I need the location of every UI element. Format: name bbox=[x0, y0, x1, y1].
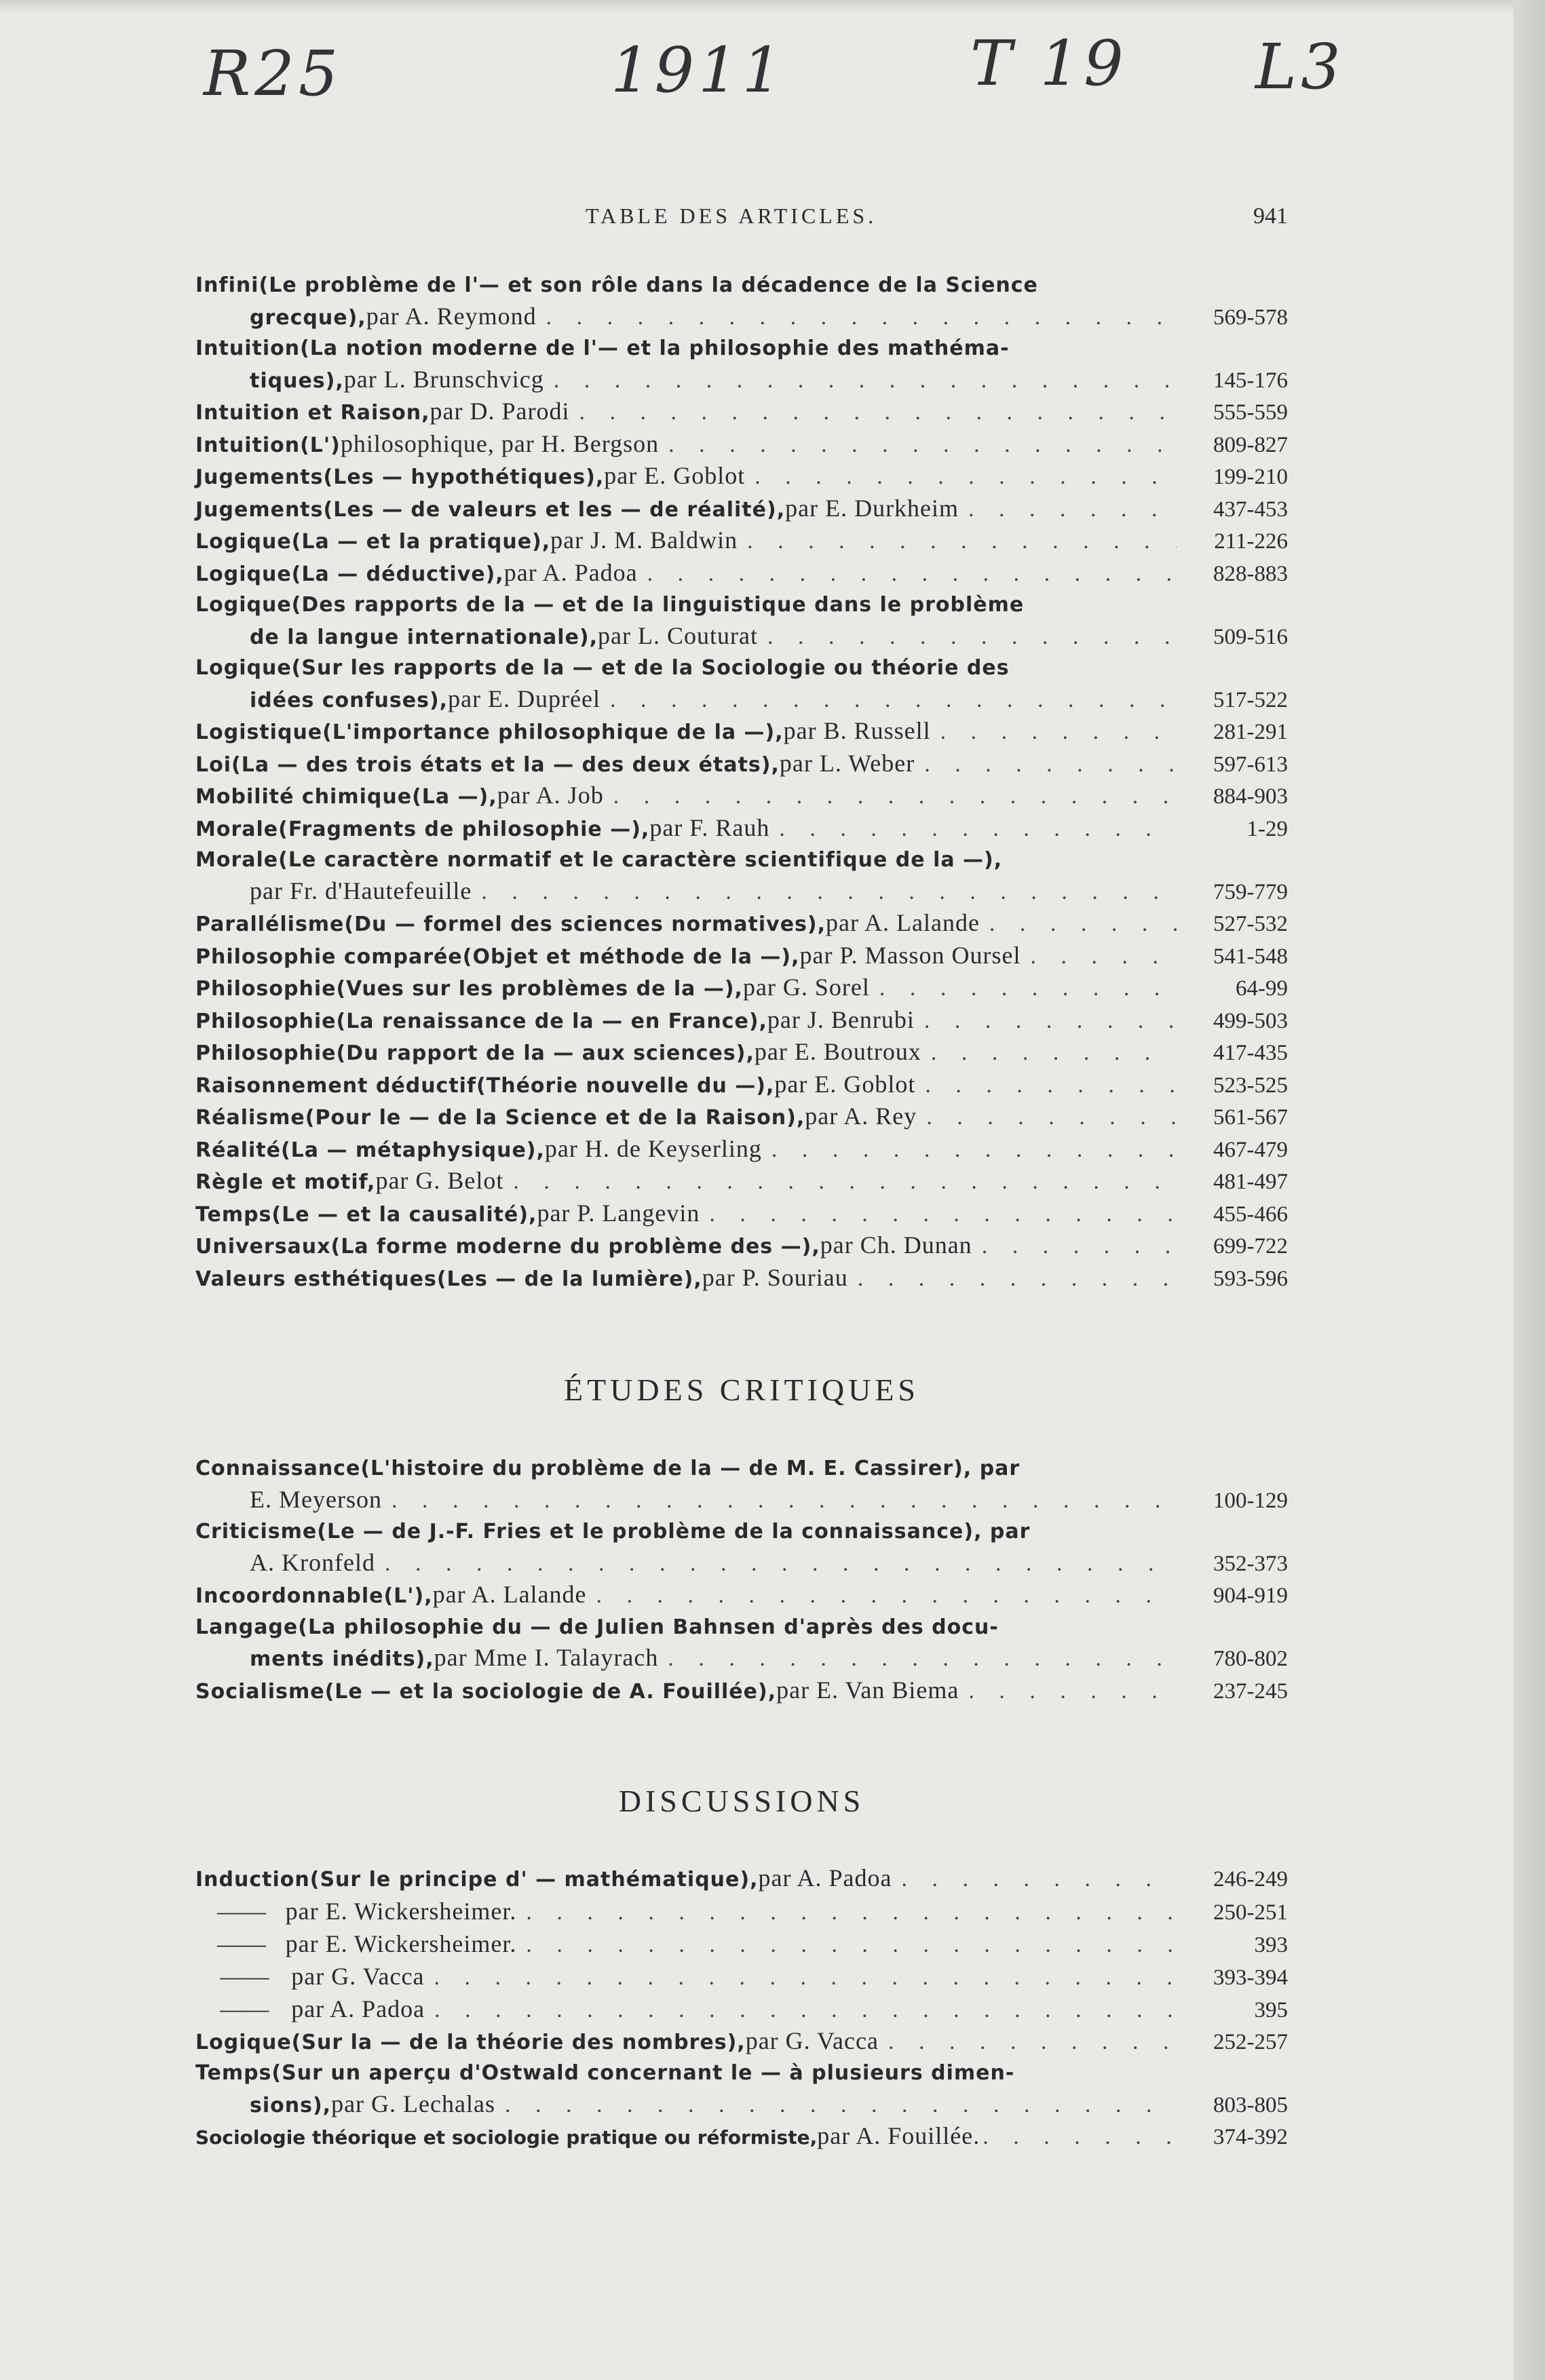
entry-keyword: Réalisme bbox=[195, 1106, 305, 1130]
dot-leader bbox=[982, 1231, 1177, 1262]
entry-description: (Le — et la sociologie de A. Fouillée), bbox=[324, 1679, 777, 1704]
list-item bbox=[195, 1961, 1288, 1993]
list-item bbox=[195, 1453, 1288, 1516]
entry-keyword: Morale bbox=[195, 817, 279, 841]
entry-author: philosophique, par H. Bergson bbox=[340, 429, 660, 457]
entry-author: par A. Rey bbox=[805, 1102, 917, 1130]
entry-author: E. Meyerson bbox=[250, 1485, 382, 1513]
entry-description: (L'histoire du problème de la — de M. E. Cassirer), par bbox=[360, 1457, 1021, 1480]
entry-keyword: Raisonnement déductif bbox=[195, 1073, 477, 1098]
entry-description: (La renaissance de la — en France), bbox=[336, 1009, 767, 1033]
list-item bbox=[195, 1579, 1288, 1612]
scan-top-shadow bbox=[0, 0, 1545, 14]
list-item bbox=[195, 1134, 1288, 1166]
entry-author: par H. de Keyserling bbox=[544, 1134, 762, 1162]
entry-description: (La — déductive), bbox=[291, 562, 504, 586]
entry-author: par A. Padoa bbox=[503, 558, 638, 586]
entry-keyword: Criticisme bbox=[195, 1520, 318, 1543]
entry-pages: 467-479 bbox=[1213, 1137, 1288, 1162]
list-item bbox=[195, 429, 1288, 461]
dot-leader bbox=[858, 1263, 1177, 1294]
entry-pages: 237-245 bbox=[1213, 1678, 1288, 1704]
entry-author: par P. Langevin bbox=[537, 1199, 700, 1227]
entry-keyword: Temps bbox=[195, 1202, 272, 1227]
entry-description: (Les — de valeurs et les — de réalité), bbox=[323, 497, 786, 522]
ditto-dash: — bbox=[216, 1930, 242, 1957]
entry-description: (Sur un aperçu d'Ostwald concernant le — à plusieurs dimen- bbox=[271, 2061, 1015, 2085]
entry-pages: 699-722 bbox=[1213, 1234, 1288, 1259]
ditto-dash: — bbox=[220, 1995, 245, 2022]
entry-author: par A. Padoa bbox=[291, 1995, 425, 2022]
entry-keyword: Sociologie théorique et sociologie pratique ou réformiste, bbox=[195, 2126, 818, 2149]
list-item bbox=[195, 333, 1288, 396]
entry-pages: 100-129 bbox=[1213, 1488, 1288, 1513]
entry-keyword: Infini bbox=[195, 273, 259, 297]
dot-leader bbox=[392, 1485, 1177, 1516]
entry-pages: 64-99 bbox=[1236, 976, 1288, 1001]
entry-description: (Des rapports de la — et de la linguistique dans le problème bbox=[291, 593, 1025, 617]
entry-pages: 437-453 bbox=[1213, 497, 1288, 522]
entry-keyword: Intuition bbox=[195, 433, 301, 457]
entry-pages: 417-435 bbox=[1213, 1041, 1288, 1065]
entry-author: par D. Parodi bbox=[430, 398, 570, 425]
entry-description-cont: tiques), bbox=[250, 368, 344, 393]
entry-pages: 455-466 bbox=[1213, 1202, 1288, 1227]
list-item bbox=[195, 716, 1288, 748]
dot-leader bbox=[610, 685, 1177, 716]
entry-author: par L. Brunschvicg bbox=[343, 365, 544, 393]
handwritten-mark-3: T 19 bbox=[970, 27, 1128, 100]
list-item bbox=[195, 1896, 1288, 1928]
handwritten-mark-4: L3 bbox=[1255, 31, 1345, 103]
entry-pages: 561-567 bbox=[1213, 1105, 1288, 1130]
entry-author: par A. Padoa bbox=[758, 1864, 892, 1892]
entry-pages: 211-226 bbox=[1214, 529, 1288, 554]
dot-leader bbox=[554, 365, 1177, 396]
list-item bbox=[195, 461, 1288, 493]
list-item bbox=[195, 940, 1288, 973]
handwritten-mark-2: 1911 bbox=[611, 34, 786, 107]
list-item bbox=[195, 972, 1288, 1005]
dot-leader bbox=[771, 1134, 1177, 1166]
entry-pages: 803-805 bbox=[1213, 2092, 1288, 2117]
entry-keyword: Jugements bbox=[195, 497, 324, 522]
entry-keyword: Philosophie bbox=[195, 1009, 337, 1033]
dot-leader bbox=[596, 1580, 1177, 1611]
entry-keyword: Loi bbox=[195, 752, 232, 777]
entry-description: (Vues sur les problèmes de la —), bbox=[336, 977, 743, 1001]
entry-keyword: Réalité bbox=[195, 1138, 281, 1162]
entry-pages: 374-392 bbox=[1213, 2125, 1288, 2149]
dot-leader bbox=[481, 877, 1177, 908]
list-item bbox=[195, 1863, 1288, 1896]
entry-pages: 569-578 bbox=[1213, 305, 1288, 330]
entry-pages: 884-903 bbox=[1213, 784, 1288, 809]
entry-description-cont: idées confuses), bbox=[250, 688, 449, 712]
list-item bbox=[195, 1005, 1288, 1037]
entry-pages: 759-779 bbox=[1213, 879, 1288, 904]
dot-leader bbox=[968, 494, 1177, 525]
entry-author: A. Kronfeld bbox=[250, 1548, 375, 1576]
entry-description: (L'importance philosophique de la —), bbox=[322, 721, 784, 744]
entry-description: (La — des trois états et la — des deux états), bbox=[231, 752, 780, 777]
dot-leader bbox=[668, 1643, 1177, 1674]
entry-author: par J. M. Baldwin bbox=[550, 526, 738, 554]
entry-author: par G. Belot bbox=[375, 1167, 504, 1194]
dot-leader bbox=[925, 1070, 1177, 1101]
entry-keyword: Logique bbox=[195, 593, 292, 617]
entry-pages: 246-249 bbox=[1213, 1867, 1288, 1892]
entry-description-cont: grecque), bbox=[250, 305, 366, 330]
list-item bbox=[195, 2121, 1288, 2153]
list-item bbox=[195, 1230, 1288, 1263]
dot-leader bbox=[901, 1864, 1177, 1895]
entry-description: (Le problème de l'— et son rôle dans la décadence de la Science bbox=[259, 273, 1038, 297]
entry-keyword: Logique bbox=[195, 656, 292, 680]
dot-leader bbox=[434, 1995, 1177, 2026]
entry-description: (La — métaphysique), bbox=[280, 1138, 545, 1162]
entry-author: par A. Lalande bbox=[432, 1581, 587, 1608]
ditto-dash: — bbox=[216, 1897, 242, 1925]
section-heading-etudes: ÉTUDES CRITIQUES bbox=[563, 1373, 920, 1407]
entry-author: par A. Reymond bbox=[366, 302, 537, 330]
dot-leader bbox=[385, 1548, 1177, 1579]
entry-pages: 1-29 bbox=[1246, 816, 1288, 841]
entry-pages: 252-257 bbox=[1213, 2029, 1288, 2054]
entry-description: (Objet et méthode de la —), bbox=[462, 944, 800, 969]
scan-page-edge bbox=[1513, 0, 1545, 2380]
dot-leader bbox=[879, 973, 1177, 1004]
list-item bbox=[195, 780, 1288, 813]
list-item bbox=[195, 653, 1288, 716]
entry-description: (Le caractère normatif et le caractère scientifique de la —), bbox=[278, 848, 1003, 872]
dot-leader bbox=[779, 813, 1177, 845]
entry-keyword: Intuition bbox=[195, 337, 301, 360]
entry-pages: 541-548 bbox=[1213, 944, 1288, 969]
list-item bbox=[195, 1069, 1288, 1102]
entry-keyword: Induction bbox=[195, 1868, 310, 1892]
entry-author: par E. Dupréel bbox=[448, 685, 600, 712]
entry-author: par E. Boutroux bbox=[754, 1038, 921, 1065]
entry-description-cont: de la langue internationale), bbox=[250, 625, 598, 649]
entry-keyword: Universaux bbox=[195, 1235, 331, 1259]
entry-author: par A. Lalande bbox=[826, 909, 980, 936]
dot-leader bbox=[546, 302, 1177, 333]
ditto-dash: — bbox=[244, 1962, 269, 1990]
entry-pages: 395 bbox=[1254, 1997, 1289, 2022]
entry-description: (La philosophie du — de Julien Bahnsen d'après des docu- bbox=[298, 1615, 999, 1639]
running-title: TABLE DES ARTICLES. bbox=[586, 204, 877, 228]
dot-leader bbox=[613, 781, 1177, 812]
articles-index bbox=[195, 270, 1288, 1294]
entry-keyword: Connaissance bbox=[195, 1457, 361, 1480]
entry-pages: 145-176 bbox=[1213, 368, 1288, 393]
dot-leader bbox=[755, 461, 1177, 493]
entry-author: par Ch. Dunan bbox=[820, 1231, 972, 1259]
entry-pages: 828-883 bbox=[1213, 561, 1288, 586]
list-item bbox=[195, 2026, 1288, 2058]
list-item bbox=[195, 908, 1288, 940]
entry-keyword: Temps bbox=[195, 2061, 272, 2085]
list-item bbox=[195, 590, 1288, 653]
entry-author: par A. Job bbox=[497, 782, 604, 809]
entry-description: (Le — de J.-F. Fries et le problème de la connaissance), par bbox=[317, 1520, 1031, 1543]
list-item bbox=[195, 1928, 1288, 1961]
entry-keyword: Philosophie comparée bbox=[195, 944, 463, 969]
section-heading-discussions: DISCUSSIONS bbox=[618, 1784, 865, 1818]
dot-leader bbox=[668, 429, 1177, 461]
ditto-dash: — bbox=[244, 1995, 269, 2022]
entry-author: par G. Sorel bbox=[742, 974, 870, 1001]
entry-author: par Mme I. Talayrach bbox=[434, 1644, 659, 1671]
entry-author: par E. Goblot bbox=[604, 462, 746, 489]
list-item bbox=[195, 396, 1288, 429]
entry-pages: 809-827 bbox=[1213, 432, 1288, 457]
entry-pages: 523-525 bbox=[1213, 1073, 1288, 1098]
entry-author: par J. Benrubi bbox=[767, 1005, 915, 1033]
ditto-dash: — bbox=[241, 1897, 266, 1925]
entry-keyword: Parallélisme bbox=[195, 913, 345, 936]
entry-description: (Le — et la causalité), bbox=[271, 1202, 537, 1227]
entry-author: par A. Fouillée. bbox=[817, 2122, 980, 2149]
entry-keyword: Intuition et Raison, bbox=[195, 401, 430, 425]
dot-leader bbox=[1031, 941, 1177, 972]
entry-author: par P. Souriau bbox=[702, 1263, 848, 1291]
list-item bbox=[195, 1037, 1288, 1069]
entry-author: par E. Wickersheimer. bbox=[285, 1897, 517, 1925]
entry-author: par E. Van Biema bbox=[776, 1676, 959, 1704]
dot-leader bbox=[526, 1897, 1177, 1928]
etudes-index bbox=[195, 1453, 1288, 1707]
entry-pages: 527-532 bbox=[1213, 912, 1288, 936]
entry-description: (Théorie nouvelle du —), bbox=[476, 1073, 775, 1098]
running-header bbox=[195, 204, 1288, 244]
entry-pages: 509-516 bbox=[1213, 624, 1288, 649]
entry-author: par L. Weber bbox=[779, 749, 915, 777]
dot-leader bbox=[924, 1005, 1177, 1037]
dot-leader bbox=[983, 2122, 1183, 2153]
entry-description: (L') bbox=[300, 433, 341, 457]
list-item bbox=[195, 1675, 1288, 1708]
entry-description: (Les — de la lumière), bbox=[436, 1267, 702, 1291]
entry-keyword: Langage bbox=[195, 1615, 299, 1639]
entry-description: (Du rapport de la — aux sciences), bbox=[336, 1041, 755, 1065]
entry-description: (L'), bbox=[383, 1584, 433, 1608]
dot-leader bbox=[647, 558, 1177, 590]
entry-keyword: Incoordonnable bbox=[195, 1584, 384, 1608]
list-item bbox=[195, 525, 1288, 558]
entry-description: (Du — formel des sciences normatives), bbox=[344, 913, 826, 936]
list-item bbox=[195, 270, 1288, 333]
dot-leader bbox=[888, 2027, 1177, 2058]
entry-description-cont: ments inédits), bbox=[250, 1647, 434, 1671]
entry-pages: 281-291 bbox=[1213, 720, 1288, 744]
dot-leader bbox=[968, 1676, 1177, 1707]
dot-leader bbox=[989, 908, 1177, 940]
entry-author: par E. Goblot bbox=[774, 1070, 916, 1098]
entry-pages: 481-497 bbox=[1213, 1170, 1288, 1194]
entry-description: (Fragments de philosophie —), bbox=[278, 817, 650, 841]
entry-pages: 199-210 bbox=[1213, 465, 1288, 489]
list-item bbox=[195, 1101, 1288, 1134]
entry-author: par G. Vacca bbox=[745, 2027, 879, 2054]
entry-description-cont: sions), bbox=[250, 2093, 332, 2117]
list-item bbox=[195, 493, 1288, 526]
entry-pages: 393-394 bbox=[1213, 1965, 1288, 1990]
list-item bbox=[195, 748, 1288, 781]
entry-pages: 597-613 bbox=[1213, 752, 1288, 777]
entry-description: (La notion moderne de l'— et la philosophie des mathéma- bbox=[300, 337, 1010, 360]
entry-keyword: Mobilité chimique bbox=[195, 785, 413, 809]
entry-pages: 250-251 bbox=[1213, 1900, 1288, 1925]
dot-leader bbox=[926, 1102, 1177, 1133]
dot-leader bbox=[505, 2090, 1177, 2121]
entry-keyword: Socialisme bbox=[195, 1679, 325, 1704]
entry-description: (La — et la pratique), bbox=[291, 530, 551, 554]
list-item bbox=[195, 558, 1288, 590]
list-item bbox=[195, 1198, 1288, 1231]
dot-leader bbox=[767, 621, 1177, 653]
entry-author: par E. Durkheim bbox=[785, 494, 959, 522]
entry-description: (La forme moderne du problème des —), bbox=[330, 1235, 820, 1259]
entry-pages: 499-503 bbox=[1213, 1008, 1288, 1033]
dot-leader bbox=[579, 397, 1177, 428]
ditto-dash: — bbox=[241, 1930, 266, 1957]
entry-keyword: Philosophie bbox=[195, 1041, 337, 1065]
list-item bbox=[195, 1166, 1288, 1198]
entry-keyword: Logique bbox=[195, 530, 292, 554]
handwritten-mark-1: R25 bbox=[204, 37, 343, 110]
ditto-dash: — bbox=[220, 1962, 245, 1990]
entry-keyword: Logique bbox=[195, 2030, 292, 2054]
entry-description: (Pour le — de la Science et de la Raison), bbox=[305, 1106, 805, 1130]
dot-leader bbox=[434, 1962, 1177, 1993]
dot-leader bbox=[513, 1166, 1177, 1197]
entry-pages: 517-522 bbox=[1213, 687, 1288, 712]
list-item bbox=[195, 813, 1288, 845]
discussions-index bbox=[195, 1863, 1288, 2153]
dot-leader bbox=[709, 1199, 1177, 1230]
entry-author: par L. Couturat bbox=[598, 621, 758, 649]
list-item bbox=[195, 845, 1288, 908]
entry-pages: 555-559 bbox=[1213, 400, 1288, 425]
entry-keyword: Valeurs esthétiques bbox=[195, 1267, 437, 1291]
entry-description: (Les — hypothétiques), bbox=[323, 465, 605, 489]
dot-leader bbox=[924, 749, 1177, 780]
entry-author: par B. Russell bbox=[783, 717, 931, 744]
entry-author: par F. Rauh bbox=[649, 813, 770, 841]
entry-author: par G. Lechalas bbox=[331, 2090, 495, 2117]
entry-pages: 352-373 bbox=[1213, 1551, 1288, 1576]
entry-keyword: Jugements bbox=[195, 465, 324, 489]
dot-leader bbox=[526, 1930, 1177, 1961]
dot-leader bbox=[747, 526, 1177, 557]
entry-keyword: Logique bbox=[195, 562, 292, 586]
list-item bbox=[195, 1516, 1288, 1579]
list-item bbox=[195, 2058, 1288, 2121]
entry-author: par Fr. d'Hautefeuille bbox=[250, 877, 472, 904]
entry-author: par E. Wickersheimer. bbox=[285, 1930, 517, 1957]
entry-keyword: Morale bbox=[195, 848, 279, 872]
handwritten-annotations bbox=[0, 27, 1545, 126]
page-number: 941 bbox=[1253, 204, 1288, 229]
entry-description: (Sur les rapports de la — et de la Sociologie ou théorie des bbox=[291, 656, 1010, 680]
entry-pages: 904-919 bbox=[1213, 1584, 1288, 1608]
entry-pages: 593-596 bbox=[1213, 1266, 1288, 1291]
entry-description: (La —), bbox=[412, 785, 497, 809]
entry-keyword: Règle et motif, bbox=[195, 1170, 376, 1194]
entry-author: par G. Vacca bbox=[291, 1962, 425, 1990]
entry-keyword: Philosophie bbox=[195, 977, 337, 1001]
list-item bbox=[195, 1263, 1288, 1295]
list-item bbox=[195, 1993, 1288, 2026]
entry-author: par P. Masson Oursel bbox=[799, 941, 1021, 969]
entry-pages: 780-802 bbox=[1213, 1647, 1288, 1671]
entry-description: (Sur la — de la théorie des nombres), bbox=[291, 2030, 746, 2054]
entry-description: (Sur le principe d' — mathématique), bbox=[309, 1868, 759, 1892]
entry-pages: 393 bbox=[1254, 1932, 1288, 1957]
dot-leader bbox=[940, 716, 1177, 748]
dot-leader bbox=[931, 1037, 1177, 1069]
list-item bbox=[195, 1612, 1288, 1675]
entry-keyword: Logistique bbox=[195, 721, 323, 744]
